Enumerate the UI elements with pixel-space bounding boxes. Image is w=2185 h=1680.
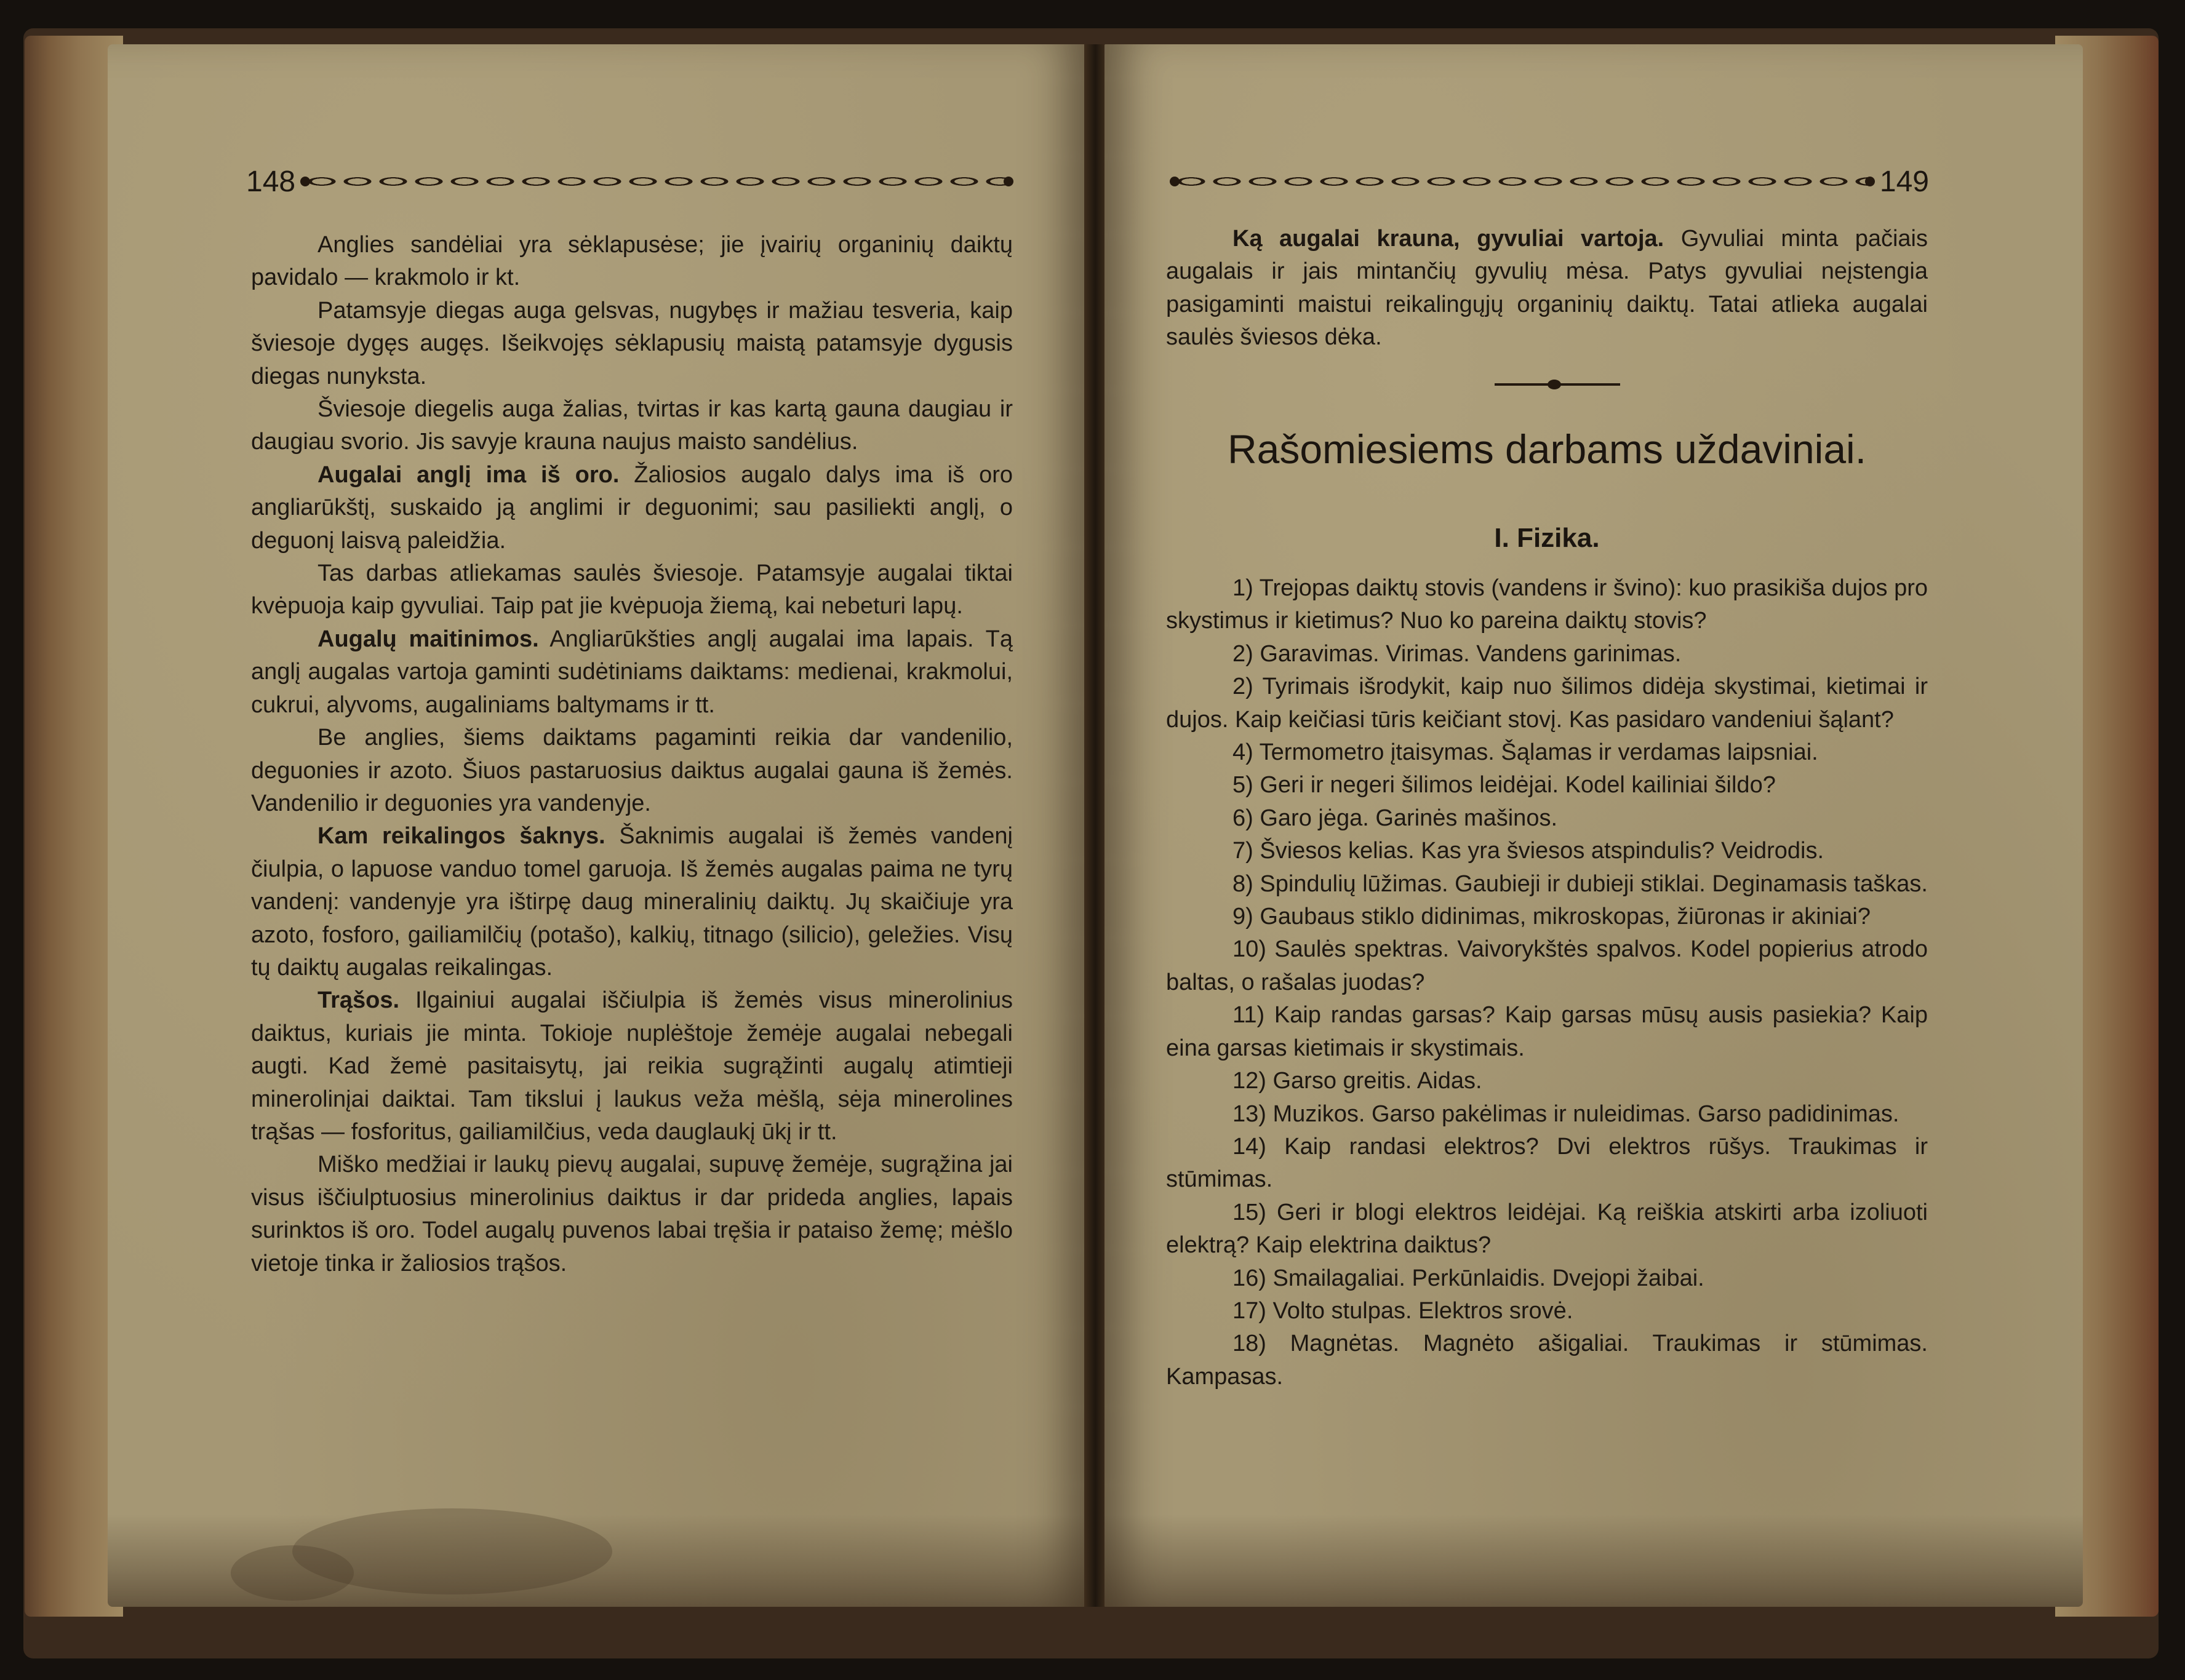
run-in-heading: Kam reikalingos šaknys. [318, 823, 605, 850]
list-item: 8) Spindulių lūžimas. Gaubieji ir dubieji stiklai. Deginamasis taškas. [1232, 870, 1928, 897]
list-item: 4) Termometro įtaisymas. Šąlamas ir verdamas laipsniai. [1232, 739, 1818, 766]
left-page [108, 44, 1086, 1607]
paragraph: Anglies sandėliai yra sėklapusėse; jie įvairių organinių daiktų pavidalo — krakmolo ir kt. [251, 232, 1013, 291]
list-item: 18) Magnėtas. Magnėto ašigaliai. Traukimas ir stūmimas. Kampasas. [1166, 1331, 1928, 1390]
ornament-rule [1173, 175, 1871, 188]
list-item: 11) Kaip randas garsas? Kaip garsas mūsų ausis pasiekia? Kaip eina garsas kietimais ir skystimais. [1166, 1002, 1928, 1061]
paragraph: Augalų maitinimos. Angliarūkšties anglį augalai ima lapais. Tą anglį augalas vartoja gaminti sudėtiniams daiktams: medienai, krakmolui, cukrui, alyvoms, augaliniams baltymams ir tt. [251, 626, 1013, 718]
run-in-heading: Augalai anglį ima iš oro. [318, 461, 620, 488]
paragraph: Ką augalai krauna, gyvuliai vartoja. Gyvuliai minta pačiais augalais ir jais mintančių gyvulių mėsa. Patys gyvuliai neįstengia pasigaminti maistui reikalingųjų organinių daiktų. Tatai atlieka augalai saulės šviesos dėka. [1166, 226, 1928, 351]
run-in-heading: Ką augalai krauna, gyvuliai vartoja. [1232, 226, 1664, 252]
list-item: 6) Garo jėga. Garinės mašinos. [1232, 805, 1558, 831]
list-item: 13) Muzikos. Garso pakėlimas ir nuleidimas. Garso padidinimas. [1232, 1101, 1899, 1127]
subsection-title: I. Fizika. [1494, 523, 1600, 553]
paragraph: Patamsyje diegas auga gelsvas, nugybęs ir mažiau tesveria, kaip šviesoje dygęs augęs. Išeikvojęs sėklapusių maistą patamsyje dygusis diegas nunyksta. [251, 297, 1013, 389]
list-item: 14) Kaip randasi elektros? Dvi elektros rūšys. Traukimas ir stūmimas. [1166, 1133, 1928, 1193]
list-item: 16) Smailagaliai. Perkūnlaidis. Dvejopi žaibai. [1232, 1265, 1704, 1291]
list-item: 5) Geri ir negeri šilimos leidėjai. Kodel kailiniai šildo? [1232, 772, 1776, 798]
paragraph: Augalai anglį ima iš oro. Žaliosios augalo dalys ima iš oro angliarūkštį, suskaido ją anglimi ir deguonimi; sau pasiliekti anglį, o deguonį laisvą paleidžia. [251, 461, 1013, 554]
list-item: 2) Tyrimais išrodykit, kaip nuo šilimos didėja skystimai, kietimai ir dujos. Kaip keičiasi tūris keičiant stovį. Kas pasidaro vandeniui šąlant? [1166, 674, 1928, 733]
page-shadow [1104, 1515, 2083, 1607]
list-item: 9) Gaubaus stiklo didinimas, mikroskopas, žiūronas ir akiniai? [1232, 904, 1871, 930]
paragraph: Šviesoje diegelis auga žalias, tvirtas ir kas kartą gauna daugiau ir daugiau svorio. Jis savyje krauna naujus maisto sandėlius. [251, 396, 1013, 455]
list-item: 12) Garso greitis. Aidas. [1232, 1068, 1482, 1094]
paragraph: Be anglies, šiems daiktams pagaminti reikia dar vandenilio, deguonies ir azoto. Šiuos pastaruosius daiktus augalai gauna iš žemės. Vandenilio ir deguonies yra vandenyje. [251, 725, 1013, 816]
list-item: 17) Volto stulpas. Elektros srovė. [1232, 1297, 1573, 1324]
section-title: Rašomiesiems darbams uždaviniai. [1227, 426, 1867, 472]
list-item: 1) Trejopas daiktų stovis (vandens ir švino): kuo prasikiša dujos pro skystimus ir kietimus? Nuo ko pareina daiktų stovis? [1166, 575, 1928, 634]
run-in-heading: Augalų maitinimos. [318, 626, 539, 652]
left-page-body [251, 229, 1013, 1280]
exercise-list [1166, 572, 1928, 1393]
book-gutter [1084, 44, 1106, 1607]
ornament-rule [304, 175, 1010, 188]
page-shadow [108, 1515, 1086, 1607]
right-page-header [1165, 154, 1929, 209]
list-item: 15) Geri ir blogi elektros leidėjai. Ką reiškia atskirti arba izoliuoti elektrą? Kaip elektrina daiktus? [1166, 1199, 1928, 1259]
list-item: 7) Šviesos kelias. Kas yra šviesos atspindulis? Veidrodis. [1232, 838, 1824, 864]
paragraph: Miško medžiai ir laukų pievų augalai, supuvę žemėje, sugrąžina jai visus iščiulptuosius minerolinius daiktus ir dar prideda anglies, lapais surinktos iš oro. Todel augalų puvenos labai tręšia ir pataiso žemę; mėšlo vietoje tinka ir žaliosios trąšos. [251, 1152, 1013, 1276]
section-divider [1495, 383, 1620, 386]
paragraph: Trąšos. Ilgainiui augalai iščiulpia iš žemės visus minerolinius daiktus, kuriais jie minta. Tokioje nuplėštoje žemėje augalai nebegali augti. Kad žemė pasitaisytų, jai reikia sugrąžinti augalų atimtieji minerolinįai daiktai. Tam tikslui į laukus veža mėšlą, sėja minerolines trąšas — fosforitus, gailiamilčius, veda dauglaukį ūkį ir tt. [251, 987, 1013, 1145]
right-page [1104, 44, 2083, 1607]
paragraph: Kam reikalingos šaknys. Šaknimis augalai iš žemės vandenį čiulpia, o lapuose vanduo tomel garuoja. Iš žemės augalas paima ne tyrų vandenį: vandenyje yra ištirpę daug mineralinių daiktų. Jų skaičiuje yra azoto, fosforo, gailiamilčių (potašo), kalkių, titnago (silicio), geležies. Visų tų daiktų augalas reikalingas. [251, 823, 1013, 981]
left-page-header [246, 154, 1018, 209]
list-item: 2) Garavimas. Virimas. Vandens garinimas. [1232, 640, 1682, 667]
page-number: 148 [246, 165, 296, 198]
run-in-heading: Trąšos. [318, 987, 400, 1014]
paragraph: Tas darbas atliekamas saulės šviesoje. Patamsyje augalai tiktai kvėpuoja kaip gyvuliai. Taip pat jie kvėpuoja žiemą, kai nebeturi lapų. [251, 560, 1013, 619]
list-item: 10) Saulės spektras. Vaivorykštės spalvos. Kodel popierius atrodo baltas, o rašalas juodas? [1166, 936, 1928, 995]
right-page-intro [1166, 223, 1928, 354]
page-number: 149 [1879, 165, 1929, 198]
